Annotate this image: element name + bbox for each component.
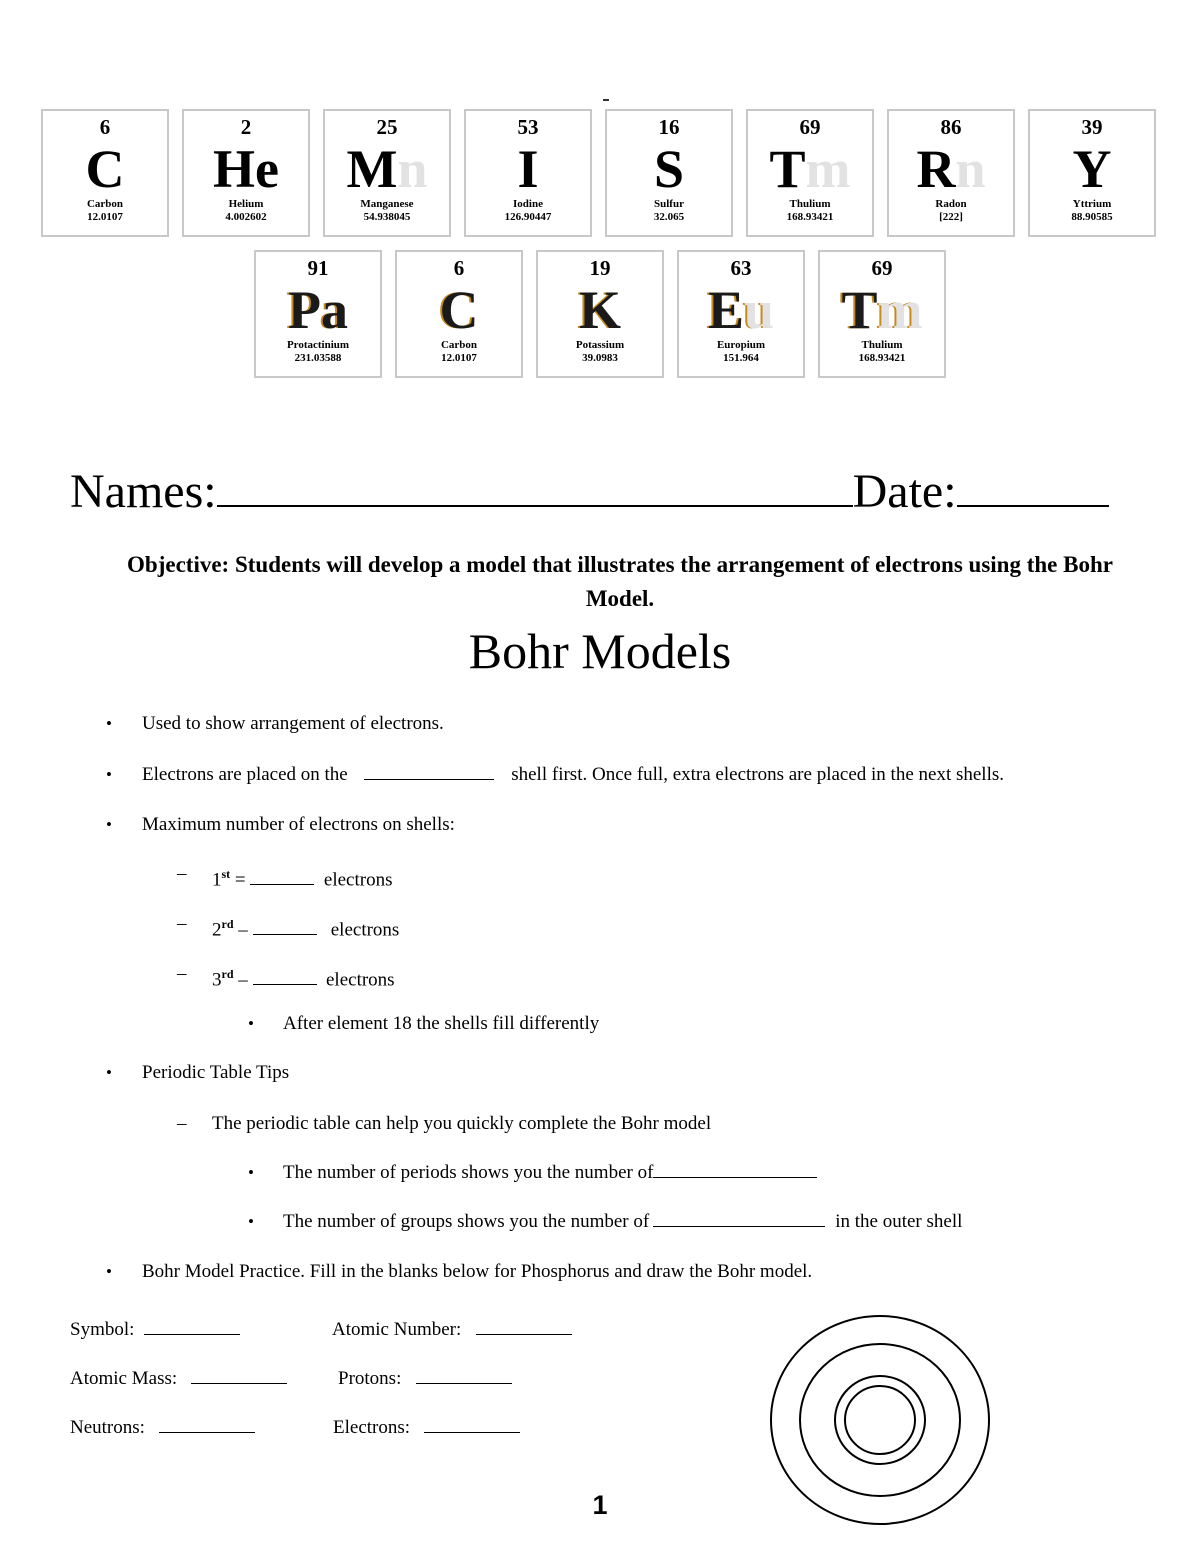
atomic-number: 86 <box>940 115 962 139</box>
atomic-mass: 88.90585 <box>1071 211 1113 223</box>
element-name: Europium <box>716 339 766 351</box>
atomic-mass-blank[interactable] <box>191 1367 287 1384</box>
element-tile <box>605 109 733 237</box>
element-name: Radon <box>935 198 967 210</box>
atomic-mass: 126.90447 <box>504 211 552 223</box>
element-tile <box>1028 109 1156 237</box>
protons-field: Protons: <box>338 1367 512 1391</box>
answer-blank[interactable] <box>364 763 494 780</box>
element-symbol: Pa <box>288 280 348 340</box>
names-date-line <box>70 464 1130 520</box>
bullet: • <box>106 714 112 733</box>
answer-blank[interactable] <box>653 1161 817 1178</box>
answer-blank[interactable] <box>253 968 317 985</box>
element-symbol: Tm <box>769 139 851 199</box>
element-name: Helium <box>228 198 264 210</box>
atomic-mass: 151.964 <box>723 352 759 364</box>
element-tile <box>323 109 451 237</box>
element-symbol: Tm <box>841 280 923 340</box>
element-symbol: Eu <box>707 280 775 340</box>
atomic-mass: 39.0983 <box>582 352 618 364</box>
banner-row-1 <box>41 109 1156 237</box>
atomic-number-field: Atomic Number: <box>332 1318 572 1342</box>
dash-bullet: – <box>177 863 187 884</box>
bohr-shell-3 <box>771 1316 989 1524</box>
tip-subitem: The number of periods shows you the number of <box>283 1161 817 1185</box>
objective-text: Objective: Students will develop a model that illustrates the arrangement of electrons using the Bohr Model. <box>127 552 1113 611</box>
element-tile <box>41 109 169 237</box>
element-name: Iodine <box>513 198 543 210</box>
atomic-mass: 168.93421 <box>858 352 906 364</box>
element-tile <box>536 250 664 378</box>
date-label: Date: <box>852 465 957 518</box>
date-blank[interactable] <box>957 465 1109 507</box>
neutrons-field: Neutrons: <box>70 1416 255 1440</box>
shell-item: 1st = electrons <box>212 867 393 891</box>
atomic-mass: 12.0107 <box>441 352 477 364</box>
atomic-mass: 168.93421 <box>786 211 834 223</box>
element-tile <box>887 109 1015 237</box>
bullet: • <box>106 815 112 834</box>
element-tile <box>254 250 382 378</box>
tip-item: The periodic table can help you quickly complete the Bohr model <box>212 1113 712 1134</box>
shell-item: 2rd – electrons <box>212 917 400 941</box>
bohr-shell-2 <box>800 1344 960 1496</box>
note-subitem: After element 18 the shells fill differently <box>283 1013 600 1034</box>
element-name: Sulfur <box>654 198 684 210</box>
element-symbol: Mn <box>346 139 428 199</box>
element-symbol: He <box>213 139 279 199</box>
atomic-mass: 12.0107 <box>87 211 123 223</box>
element-name: Potassium <box>575 339 625 351</box>
atomic-number: 6 <box>453 256 465 280</box>
atomic-number: 19 <box>589 256 611 280</box>
atomic-number: 69 <box>871 256 893 280</box>
atomic-mass: 4.002602 <box>225 211 267 223</box>
bullet: • <box>248 1163 254 1182</box>
atomic-mass: [222] <box>939 211 963 223</box>
atomic-number: 69 <box>799 115 821 139</box>
element-tile <box>677 250 805 378</box>
bullet: • <box>106 1063 112 1082</box>
protons-blank[interactable] <box>416 1367 512 1384</box>
note-item: Used to show arrangement of electrons. <box>142 713 444 734</box>
element-tile <box>746 109 874 237</box>
atomic-number-blank[interactable] <box>476 1318 572 1335</box>
bullet: • <box>248 1014 254 1033</box>
element-name: Manganese <box>360 198 414 210</box>
atomic-number: 91 <box>307 256 329 280</box>
atomic-mass: 231.03588 <box>294 352 342 364</box>
element-name: Carbon <box>440 339 478 351</box>
note-item: Electrons are placed on the shell first. Once full, extra electrons are placed in the next shells. <box>142 764 1005 785</box>
atomic-number: 25 <box>376 115 398 139</box>
atomic-mass-field: Atomic Mass: <box>70 1367 287 1391</box>
note-item: Bohr Model Practice. Fill in the blanks below for Phosphorus and draw the Bohr model. <box>142 1261 813 1282</box>
atomic-number: 63 <box>730 256 752 280</box>
atomic-number: 53 <box>517 115 539 139</box>
symbol-blank[interactable] <box>144 1318 240 1335</box>
neutrons-blank[interactable] <box>159 1416 255 1433</box>
atomic-number: 16 <box>658 115 680 139</box>
atomic-mass: 32.065 <box>653 211 685 223</box>
atomic-number: 2 <box>240 115 252 139</box>
bohr-shell-1 <box>835 1376 925 1464</box>
banner-row-2 <box>254 250 946 378</box>
bullet: • <box>106 765 112 784</box>
dash-bullet: – <box>177 1113 187 1134</box>
atomic-mass: 54.938045 <box>363 211 411 223</box>
element-name: Yttrium <box>1072 198 1112 210</box>
shell-item: 3rd – electrons <box>212 967 395 991</box>
page-title: Bohr Models <box>468 623 732 679</box>
answer-blank[interactable] <box>250 868 314 885</box>
note-item: Periodic Table Tips <box>142 1062 290 1083</box>
stray-mark <box>603 99 609 101</box>
answer-blank[interactable] <box>653 1210 825 1227</box>
note-item: Maximum number of electrons on shells: <box>142 814 455 835</box>
element-tile <box>818 250 946 378</box>
element-name: Carbon <box>86 198 124 210</box>
bohr-model-diagram[interactable] <box>768 1312 994 1528</box>
element-tile <box>464 109 592 237</box>
element-symbol: I <box>517 139 539 199</box>
atomic-number: 39 <box>1081 115 1103 139</box>
electrons-blank[interactable] <box>424 1416 520 1433</box>
tip-subitem: The number of groups shows you the number of in the outer shell <box>283 1211 963 1232</box>
element-tile <box>182 109 310 237</box>
answer-blank[interactable] <box>253 918 317 935</box>
element-name: Thulium <box>861 339 903 351</box>
element-symbol: Y <box>1072 139 1112 199</box>
atomic-number: 6 <box>99 115 111 139</box>
element-symbol: C <box>439 280 479 340</box>
names-blank[interactable] <box>217 465 853 507</box>
element-symbol: C <box>85 139 125 199</box>
element-symbol: S <box>653 139 685 199</box>
symbol-field: Symbol: <box>70 1318 240 1342</box>
names-label: Names: <box>70 465 217 518</box>
dash-bullet: – <box>177 913 187 934</box>
element-symbol: Rn <box>916 139 986 199</box>
element-name: Thulium <box>789 198 831 210</box>
element-name: Protactinium <box>286 339 350 351</box>
dash-bullet: – <box>177 963 187 984</box>
bullet: • <box>106 1262 112 1281</box>
electrons-field: Electrons: <box>333 1416 520 1440</box>
element-symbol: K <box>578 280 621 340</box>
bullet: • <box>248 1212 254 1231</box>
page-number: 1 <box>592 1490 608 1520</box>
element-tile <box>395 250 523 378</box>
bohr-nucleus <box>845 1386 915 1454</box>
